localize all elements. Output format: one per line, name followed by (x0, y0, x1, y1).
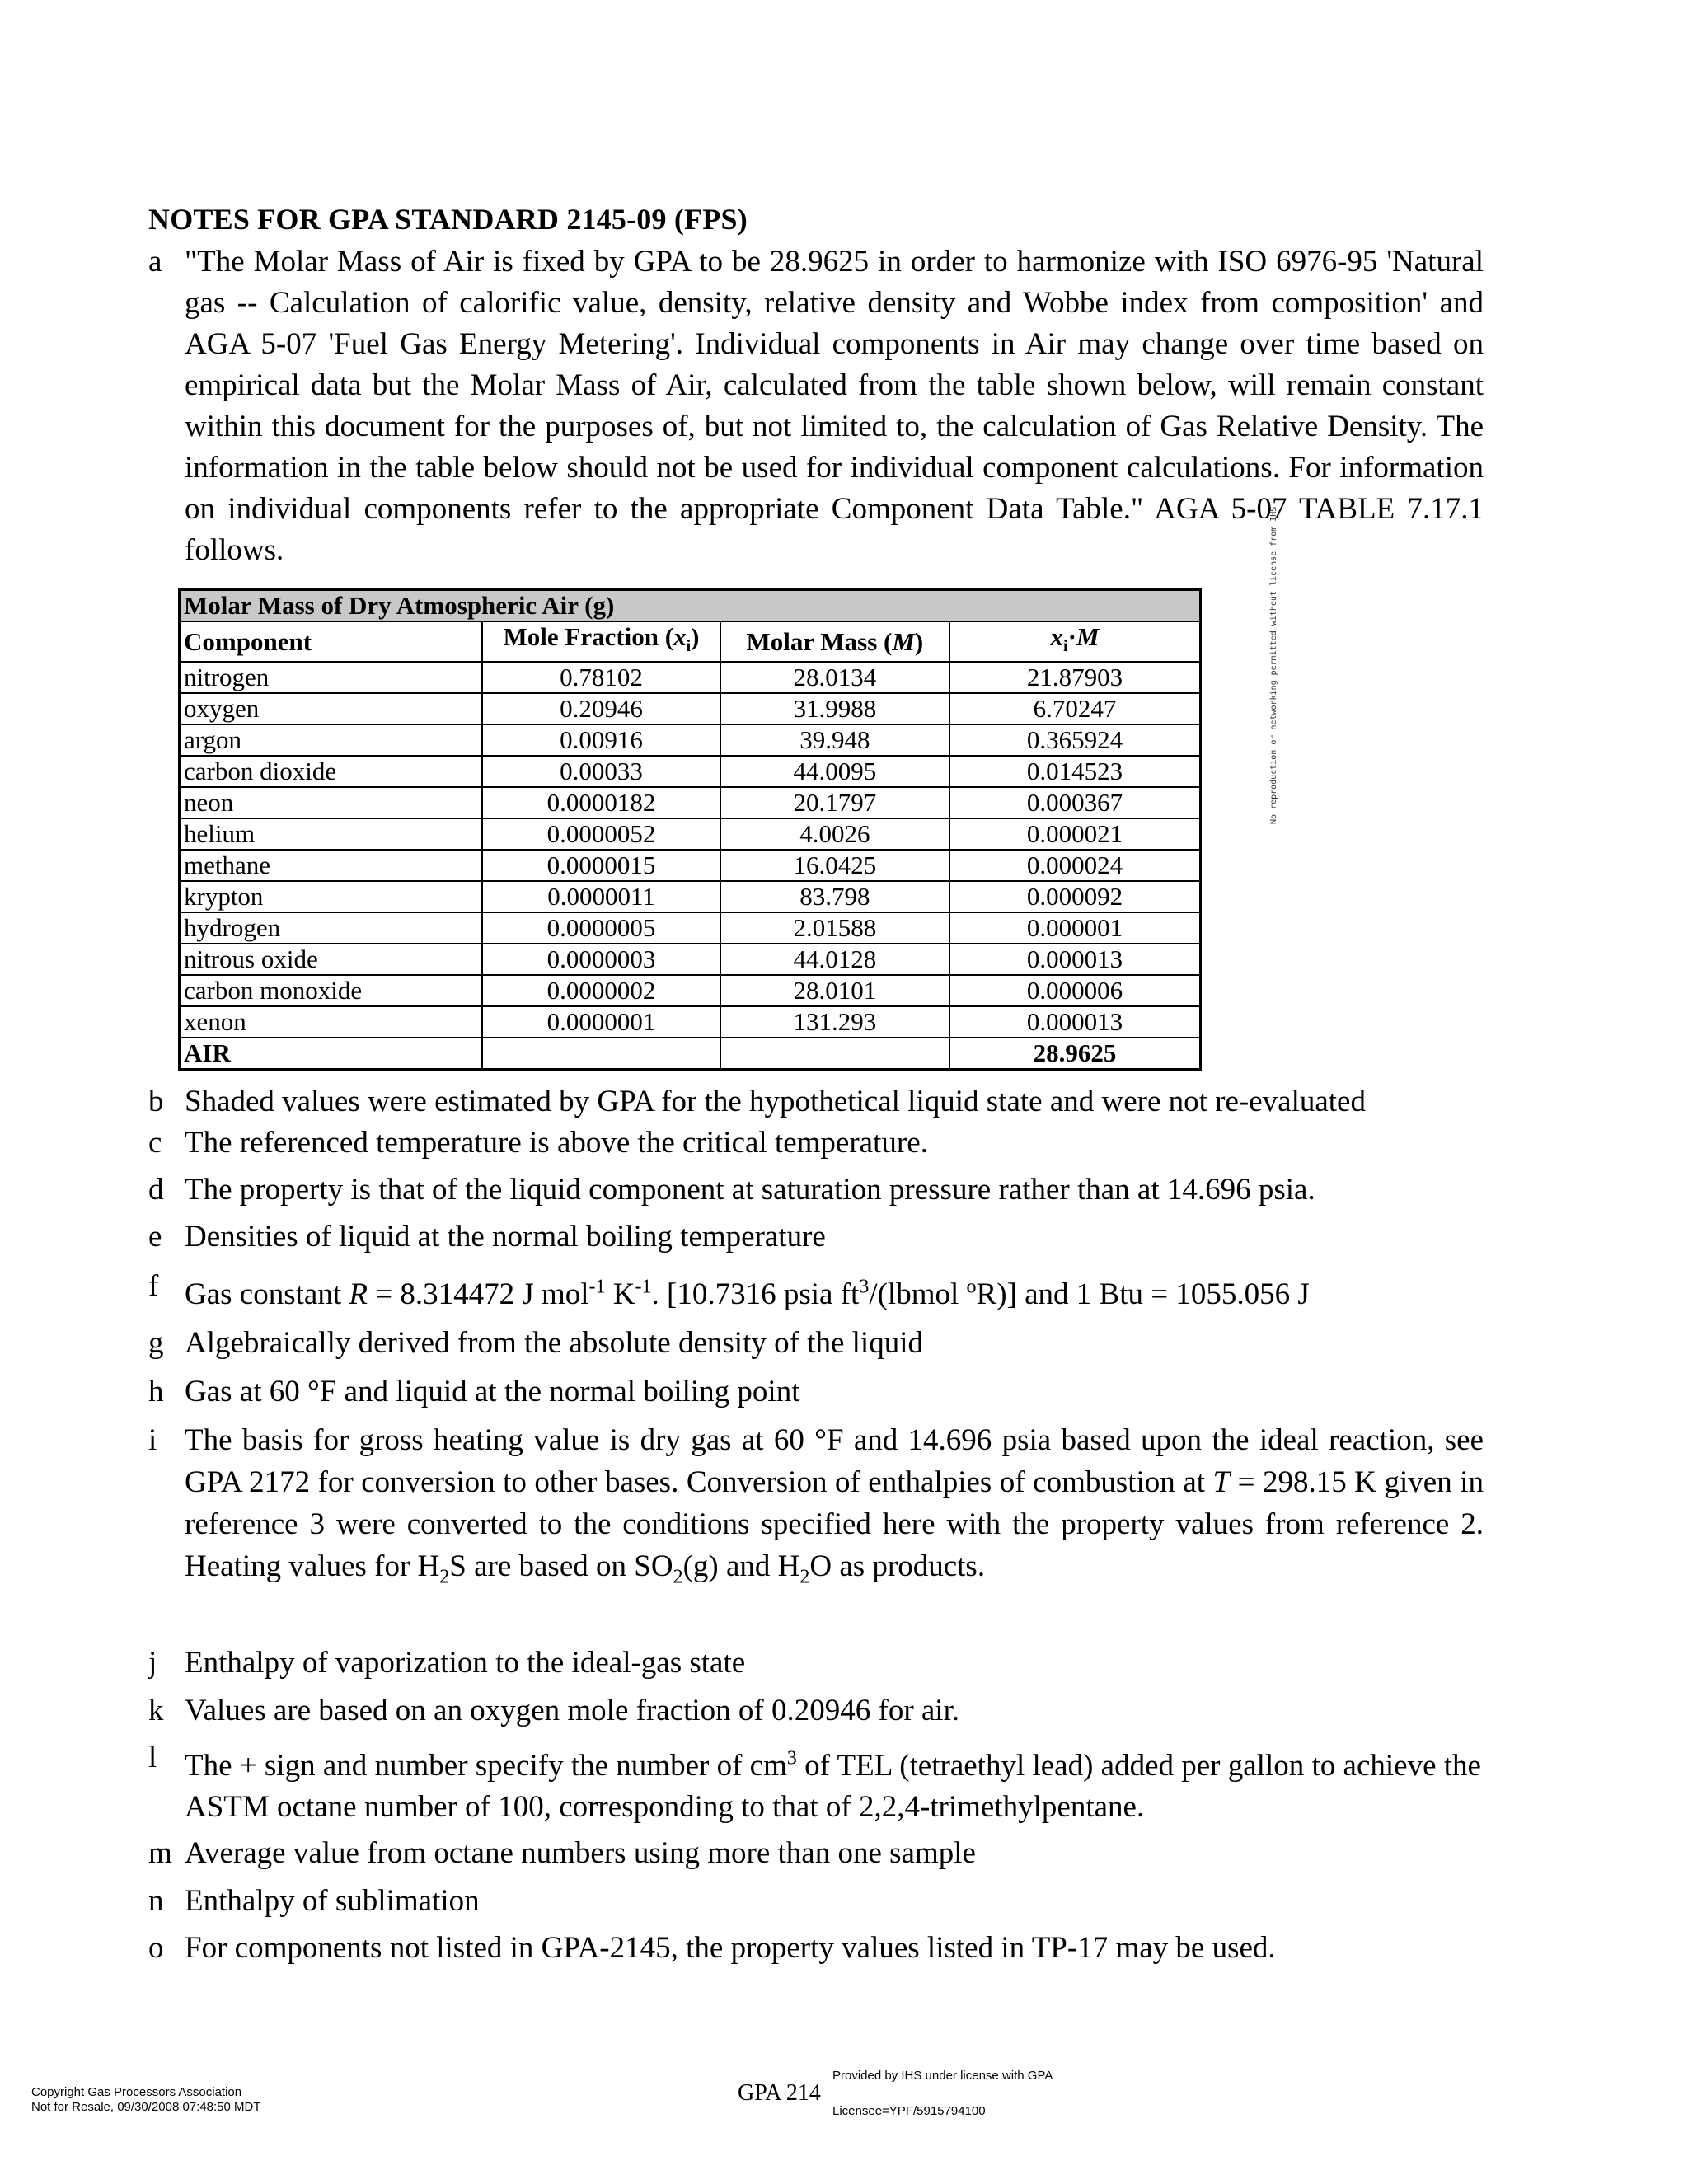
total-value: 28.9625 (950, 1038, 1201, 1070)
cell-mole-fraction: 0.0000001 (482, 1006, 720, 1038)
cell-product: 0.000013 (950, 944, 1201, 975)
cell-molar-mass: 44.0095 (720, 756, 950, 787)
table-row (180, 756, 1201, 787)
table-row (180, 724, 1201, 756)
cell-product: 0.365924 (950, 724, 1201, 756)
table-title-row (180, 590, 1201, 622)
note-h: h Gas at 60 °F and liquid at the normal boiling point (148, 1375, 800, 1408)
table-title: Molar Mass of Dry Atmospheric Air (g) (180, 590, 1201, 622)
table-row (180, 850, 1201, 881)
table-row (180, 818, 1201, 850)
cell-mole-fraction: 0.0000002 (482, 975, 720, 1006)
cell-molar-mass: 44.0128 (720, 944, 950, 975)
cell-molar-mass: 16.0425 (720, 850, 950, 881)
cell-component: methane (180, 850, 483, 881)
cell-component: argon (180, 724, 483, 756)
cell-mole-fraction: 0.0000005 (482, 912, 720, 944)
cell-component: xenon (180, 1006, 483, 1038)
cell-mole-fraction: 0.0000011 (482, 881, 720, 912)
table-header-row (180, 621, 1201, 662)
table-row (180, 693, 1201, 724)
cell-mole-fraction: 0.0000003 (482, 944, 720, 975)
cell-molar-mass: 2.01588 (720, 912, 950, 944)
cell-product: 0.000367 (950, 787, 1201, 818)
cell-molar-mass: 83.798 (720, 881, 950, 912)
cell-product: 0.000006 (950, 975, 1201, 1006)
cell-component: krypton (180, 881, 483, 912)
cell-product: 0.000001 (950, 912, 1201, 944)
footer-page-label: GPA 214 (738, 2080, 821, 2106)
cell-component: nitrogen (180, 662, 483, 693)
cell-component: hydrogen (180, 912, 483, 944)
note-f: f Gas constant R = 8.314472 J mol$^{-1}$ $K^{-1}$. [10.7316 psia $ft^3/(lbmol$ $^o$R)] and 1 Btu = 1055.056 J (148, 1269, 1310, 1311)
cell-product: 0.014523 (950, 756, 1201, 787)
note-text: "The Molar Mass of Air is fixed by GPA to be 28.9625 in order to harmonize with ISO 6976-95 'Natural gas -- Calculation of calorific value, density, relative density and Wobbe index from composition' and AGA 5-07 'Fuel Gas Energy Metering'. Individual components in Air may change over time based on empirical data but the Molar Mass of Air, calculated from the table shown below, will remain constant within this document for the purposes of, but not limited to, the calculation of Gas Relative Density. The information in the table below should not be used for individual component calculations. For information on individual components refer to the appropriate Component Data Table." AGA 5-07 TABLE 7.17.1 follows. (185, 245, 1484, 567)
cell-molar-mass: 20.1797 (720, 787, 950, 818)
note-l: l The + sign and number specify the number of $cm^3$ of TEL (tetraethyl lead) added per gallon to achieve the ASTM octane number of 100, corresponding to that of 2,2,4-trimethylpentane. (148, 1741, 1481, 1824)
cell-component: carbon monoxide (180, 975, 483, 1006)
cell-component: helium (180, 818, 483, 850)
header-mole-fraction: Mole Fraction $(x_i)$ (482, 621, 720, 662)
cell-molar-mass: 31.9988 (720, 693, 950, 724)
note-letter: a (148, 245, 162, 279)
footer-provided: Provided by IHS under license with GPA (832, 2069, 1053, 2083)
note-m: m Average value from octane numbers using more than one sample (148, 1836, 976, 1870)
note-e: e Densities of liquid at the normal boiling temperature (148, 1220, 826, 1254)
note-j: j Enthalpy of vaporization to the ideal-gas state (148, 1646, 746, 1680)
note-o: o For components not listed in GPA-2145, the property values listed in TP-17 may be used. (148, 1931, 1276, 1965)
note-c: c The referenced temperature is above the critical temperature. (148, 1126, 928, 1160)
header-product: $x_i\cdot M$ (950, 621, 1201, 662)
header-molar-mass: Molar Mass (M) (720, 621, 950, 662)
cell-component: nitrous oxide (180, 944, 483, 975)
cell-mole-fraction: 0.00916 (482, 724, 720, 756)
header-component: Component (180, 621, 483, 662)
note-n: n Enthalpy of sublimation (148, 1884, 480, 1918)
table-row (180, 912, 1201, 944)
cell-mole-fraction: 0.0000052 (482, 818, 720, 850)
note-k: k Values are based on an oxygen mole fraction of 0.20946 for air. (148, 1694, 960, 1727)
cell-product: 0.000013 (950, 1006, 1201, 1038)
cell-component: oxygen (180, 693, 483, 724)
note-g: g Algebraically derived from the absolute density of the liquid (148, 1326, 923, 1360)
note-i: i The basis for gross heating value is dry gas at 60 °F and 14.696 psia based upon the ideal reaction, see GPA 2172 for conversion to other bases. Conversion of enthalpies of combustion at T = 298.15 K given in reference 3 were converted to the conditions specified here with the property values from reference 2. Heating values for $H_2S$ are based on $SO_2(g)$ and $H_2O$ as products. (148, 1423, 1484, 1588)
license-stamp: No reproduction or networking permitted without license from IHS (1269, 506, 1278, 824)
total-label: AIR (180, 1038, 483, 1070)
cell-molar-mass: 28.0101 (720, 975, 950, 1006)
note-a (148, 241, 1484, 571)
air-molar-mass-table (178, 588, 1202, 1071)
table-row (180, 944, 1201, 975)
cell-molar-mass: 131.293 (720, 1006, 950, 1038)
cell-product: 0.000024 (950, 850, 1201, 881)
footer-licensee: Licensee=YPF/5915794100 (832, 2104, 986, 2118)
cell-molar-mass: 4.0026 (720, 818, 950, 850)
table-total-row (180, 1038, 1201, 1070)
table-row (180, 787, 1201, 818)
cell-product: 0.000021 (950, 818, 1201, 850)
cell-product: 0.000092 (950, 881, 1201, 912)
cell-product: 21.87903 (950, 662, 1201, 693)
footer-copyright: Copyright Gas Processors Association Not for Resale, 09/30/2008 07:48:50 MDT (31, 2085, 261, 2114)
cell-mole-fraction: 0.20946 (482, 693, 720, 724)
table-row (180, 975, 1201, 1006)
cell-mole-fraction: 0.0000015 (482, 850, 720, 881)
cell-component: neon (180, 787, 483, 818)
cell-molar-mass: 39.948 (720, 724, 950, 756)
cell-component: carbon dioxide (180, 756, 483, 787)
cell-mole-fraction: 0.00033 (482, 756, 720, 787)
cell-molar-mass: 28.0134 (720, 662, 950, 693)
table-row (180, 881, 1201, 912)
cell-mole-fraction: 0.78102 (482, 662, 720, 693)
note-d: d The property is that of the liquid component at saturation pressure rather than at 14.696 psia. (148, 1173, 1315, 1207)
cell-product: 6.70247 (950, 693, 1201, 724)
note-b: b Shaded values were estimated by GPA for the hypothetical liquid state and were not re-evaluated (148, 1085, 1366, 1118)
table-row (180, 1006, 1201, 1038)
cell-mole-fraction: 0.0000182 (482, 787, 720, 818)
table-body (180, 662, 1201, 1038)
page-heading: NOTES FOR GPA STANDARD 2145-09 (FPS) (148, 203, 748, 236)
table-row (180, 662, 1201, 693)
